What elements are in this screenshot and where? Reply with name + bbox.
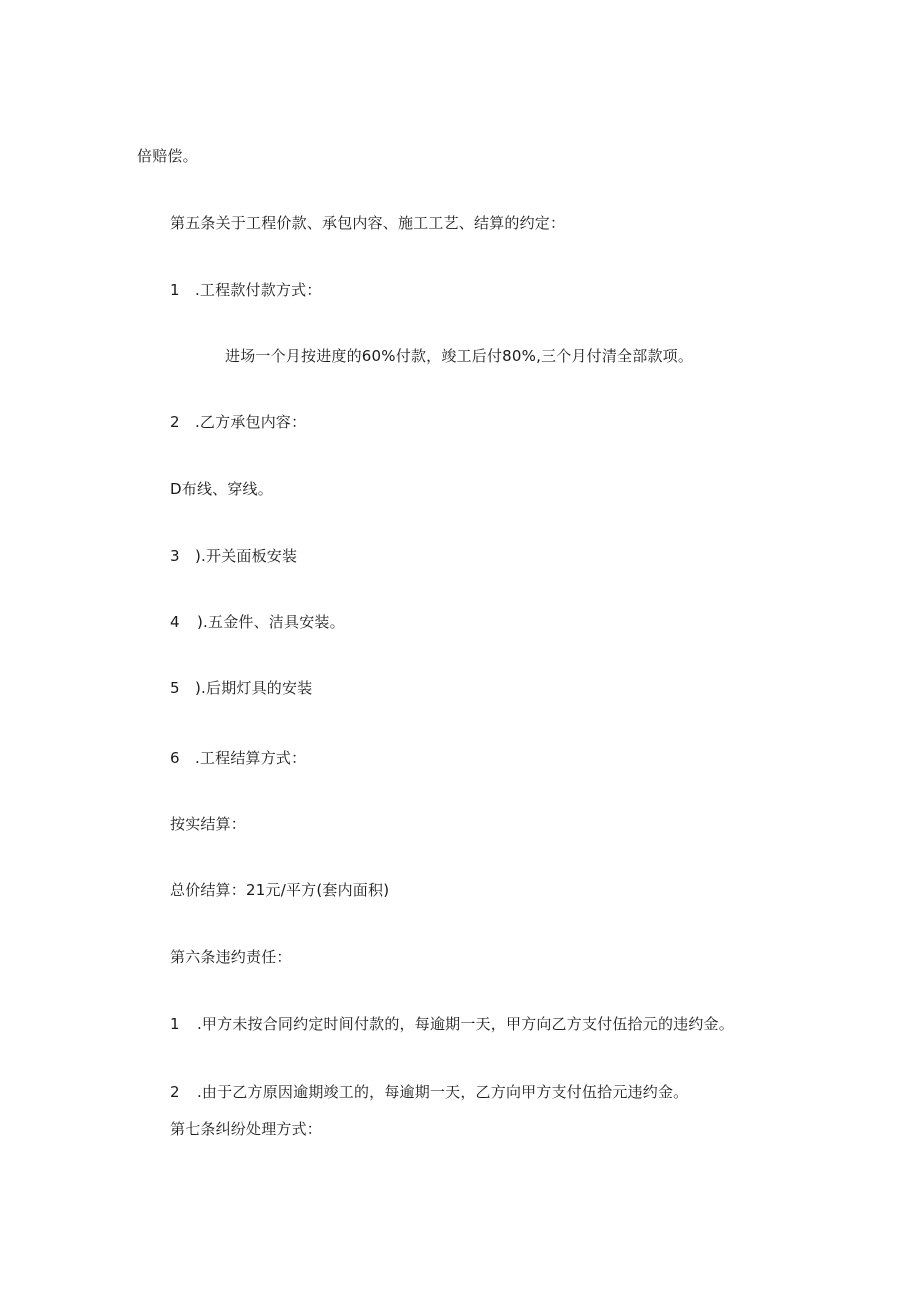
article-5-heading (170, 213, 565, 233)
text-line-compensation (137, 146, 198, 166)
item-text: ).五金件、洁具安装。 (196, 613, 345, 631)
item-text: ).后期灯具的安装 (194, 679, 313, 697)
party-b-penalty-item (170, 1082, 688, 1102)
item-text: .由于乙方原因逾期竣工的，每逾期一天，乙方向甲方支付伍拾元违约金。 (196, 1083, 689, 1101)
payment-method-item (170, 280, 322, 300)
line-text: D布线、穿线。 (170, 480, 273, 498)
line-text: 总价结算：21元/平方(套内面积) (170, 881, 390, 899)
hardware-item (170, 612, 345, 632)
settlement-method-item (170, 748, 306, 768)
wiring-item (170, 479, 273, 499)
lighting-item (170, 678, 312, 698)
item-text: .工程款付款方式： (194, 281, 322, 299)
item-number: 2 (170, 413, 180, 431)
item-number: 6 (170, 749, 180, 767)
actual-settlement-text (170, 814, 246, 834)
item-text: .甲方未按合同约定时间付款的，每逾期一天，甲方向乙方支付伍拾元的违约金。 (196, 1015, 734, 1033)
article-7-heading (170, 1119, 322, 1139)
item-number: 1 (170, 281, 180, 299)
item-text: .工程结算方式： (194, 749, 307, 767)
item-number: 4 (170, 613, 180, 631)
line-text: 第五条关于工程价款、承包内容、施工工艺、结算的约定： (170, 214, 566, 232)
line-text: 第六条违约责任： (170, 948, 292, 966)
contract-scope-item (170, 412, 306, 432)
line-text: 按实结算： (170, 815, 247, 833)
party-a-penalty-item (170, 1014, 734, 1034)
line-text: 进场一个月按进度的60%付款，竣工后付80%,三个月付清全部款项。 (225, 347, 694, 365)
item-text: ).开关面板安装 (194, 547, 298, 565)
item-number: 1 (170, 1015, 180, 1033)
item-text: .乙方承包内容： (194, 413, 307, 431)
switch-panel-item (170, 546, 297, 566)
payment-terms-text (225, 346, 693, 366)
article-6-heading (170, 947, 292, 967)
line-text: 第七条纠纷处理方式： (170, 1120, 323, 1138)
item-number: 2 (170, 1083, 180, 1101)
item-number: 5 (170, 679, 180, 697)
total-price-text (170, 880, 389, 900)
item-number: 3 (170, 547, 180, 565)
line-text: 倍赔偿。 (137, 147, 198, 165)
